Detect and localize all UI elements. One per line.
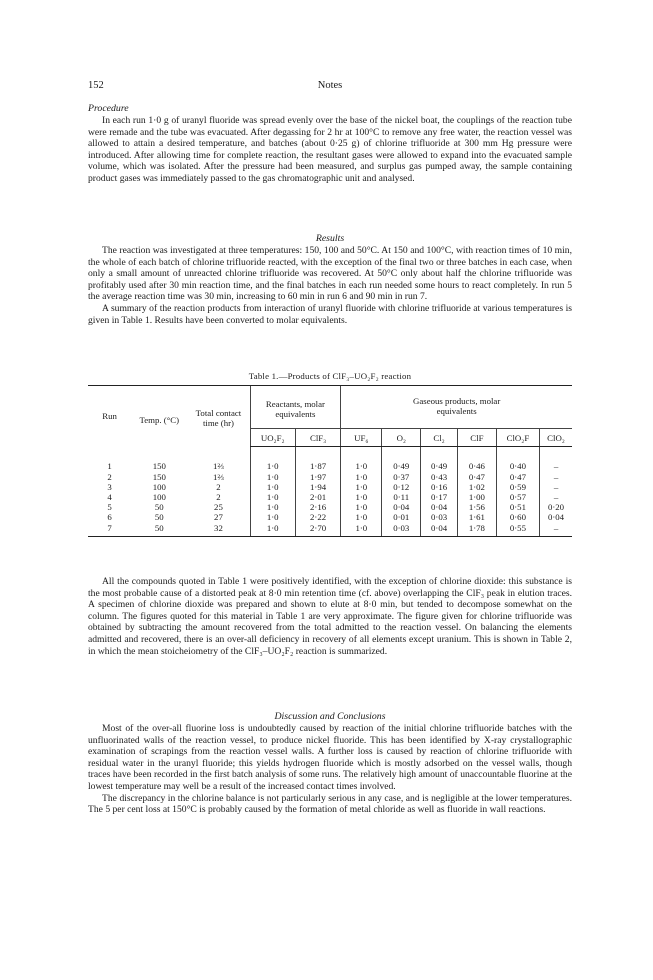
cell-clf3: 2·22	[295, 512, 340, 522]
col-header-time: Total contact time (hr)	[187, 386, 250, 447]
cell-clf: 1·78	[457, 523, 496, 537]
cell-time: 2	[216, 481, 221, 492]
cell-uf6: 1·0	[341, 492, 382, 502]
cell-cl2: 0·17	[421, 492, 458, 502]
cell-o2: 0·01	[382, 512, 421, 522]
cell-clo2: –	[540, 523, 572, 537]
col-header-o2: O₂	[382, 429, 421, 447]
cell-clo2: –	[540, 447, 572, 472]
cell-temp: 150	[152, 471, 166, 482]
page-number: 152	[88, 80, 104, 91]
table-row	[88, 492, 572, 502]
cell-run: 7	[88, 523, 131, 537]
col-header-clf: ClF	[457, 429, 496, 447]
cell-clf: 1·61	[457, 512, 496, 522]
table-row	[88, 502, 572, 512]
cell-clo2f: 0·57	[496, 492, 539, 502]
cell-run: 1	[107, 461, 112, 472]
cell-clf: 0·47	[457, 472, 496, 482]
col-header-clo2f: ClO₂F	[496, 429, 539, 447]
col-header-temp: Temp. (°C)	[131, 386, 187, 447]
cell-temp: 100	[152, 481, 166, 492]
page-header	[88, 80, 572, 94]
products-table	[88, 385, 572, 537]
cell-o2: 0·12	[382, 482, 421, 492]
cell-temp: 50	[154, 502, 164, 513]
table-row	[88, 512, 572, 522]
cell-run: 3	[107, 481, 112, 492]
discussion-paragraph-1: Most of the over-all fluorine loss is undoubtedly caused by reaction of the initial chlorine trifluoride batches with the unfluorinated walls of the reaction vessel, to produce nickel fluoride. This has been identified by X-ray crystallographic examination of scrapings from the reaction vessel walls. A further loss is caused by reaction of chlorine trifluoride with residual water in the uranyl fluoride; this yields hydrogen fluoride which is mostly adsorbed on the vessel walls, though traces have been recorded in the first batch analysis of some runs. The relatively high amount of unaccountable fluorine at the lowest temperature may well be a result of the increased contact times involved.	[88, 723, 572, 792]
cell-clf3: 1·87	[295, 447, 340, 472]
col-header-uf6: UF₆	[341, 429, 382, 447]
discussion-section	[88, 711, 572, 816]
table-row	[88, 523, 572, 537]
running-title: Notes	[317, 80, 343, 91]
cell-clo2f: 0·51	[496, 502, 539, 512]
cell-uo2f2: 1·0	[250, 512, 295, 522]
cell-run: 5	[107, 502, 112, 513]
cell-clf3: 2·01	[295, 492, 340, 502]
cell-clo2f: 0·60	[496, 512, 539, 522]
col-group-products: Gaseous products, molar equivalents	[341, 386, 572, 429]
cell-uf6: 1·0	[341, 447, 382, 472]
cell-run: 2	[107, 471, 112, 482]
cell-cl2: 0·04	[421, 502, 458, 512]
cell-temp: 50	[131, 523, 187, 537]
cell-uf6: 1·0	[341, 512, 382, 522]
results-paragraph-1: The reaction was investigated at three temperatures: 150, 100 and 50°C. At 150 and 100°C, with reaction times of 10 min, the whole of each batch of chlorine trifluoride reacted, with the exception of the final two or three batches in each case, when only a small amount of unreacted chlorine trifluoride was recovered. At 50°C only about half the chlorine trifluoride was profitably used after 30 min reaction time, and the final batches in each run needed some hours to react completely. In run 5 the average reaction time was 30 min, increasing to 60 min in run 6 and 90 min in run 7.	[88, 245, 572, 303]
cell-uf6: 1·0	[341, 472, 382, 482]
cell-time: 2	[216, 492, 221, 503]
col-header-cl2: Cl₂	[421, 429, 458, 447]
cell-uo2f2: 1·0	[250, 523, 295, 537]
cell-uo2f2: 1·0	[250, 502, 295, 512]
cell-cl2: 0·49	[421, 447, 458, 472]
after-table-section	[88, 576, 572, 657]
col-header-clo2: ClO₂	[540, 429, 572, 447]
cell-time: 32	[187, 523, 250, 537]
cell-clo2: –	[540, 472, 572, 482]
cell-clo2: 0·20	[540, 502, 572, 512]
cell-temp: 50	[154, 512, 164, 523]
after-table-paragraph: All the compounds quoted in Table 1 were positively identified, with the exception of chlorine dioxide: this substance is the most probable cause of a distorted peak at 8·0 min retention time (cf. above) overlapping the ClF₃ peak in elution traces. A specimen of chlorine dioxide was prepared and shown to elute at 8·0 min, but tended to decompose somewhat on the column. The figures quoted for this material in Table 1 are very approximate. The figure given for chlorine trifluoride was obtained by subtracting the amount recovered from the total admitted to the reaction vessel. On balancing the elements admitted and recovered, there is an over-all deficiency in recovery of all elements except uranium. This is shown in Table 2, in which the mean stoicheiometry of the ClF₃–UO₂F₂ reaction is summarized.	[88, 576, 572, 657]
cell-time: 1⅔	[212, 471, 224, 482]
cell-o2: 0·11	[382, 492, 421, 502]
cell-clf3: 1·94	[295, 482, 340, 492]
cell-uo2f2: 1·0	[250, 482, 295, 492]
table-row	[88, 447, 572, 472]
cell-clo2f: 0·55	[496, 523, 539, 537]
cell-clf3: 2·70	[295, 523, 340, 537]
cell-run: 6	[107, 512, 112, 523]
cell-cl2: 0·04	[421, 523, 458, 537]
col-header-run: Run	[88, 386, 131, 447]
cell-cl2: 0·03	[421, 512, 458, 522]
cell-o2: 0·37	[382, 472, 421, 482]
cell-o2: 0·03	[382, 523, 421, 537]
cell-time: 25	[214, 502, 223, 513]
cell-temp: 150	[152, 461, 166, 472]
procedure-heading: Procedure	[88, 103, 129, 114]
cell-run: 4	[107, 492, 112, 503]
table-body	[88, 447, 572, 536]
cell-clf3: 2·16	[295, 502, 340, 512]
table-caption: Table 1.—Products of ClF₃–UO₂F₂ reaction	[248, 371, 412, 381]
cell-cl2: 0·43	[421, 472, 458, 482]
table-row	[88, 472, 572, 482]
cell-time: 1⅔	[212, 461, 224, 472]
results-section	[88, 233, 572, 326]
cell-uf6: 1·0	[341, 482, 382, 492]
cell-o2: 0·49	[382, 447, 421, 472]
table-row	[88, 482, 572, 492]
cell-clo2: –	[540, 482, 572, 492]
col-group-reactants: Reactants, molar equivalents	[250, 386, 341, 429]
results-heading: Results	[315, 233, 345, 244]
cell-uo2f2: 1·0	[250, 472, 295, 482]
procedure-paragraph: In each run 1·0 g of uranyl fluoride was spread evenly over the base of the nickel boat, the couplings of the reaction tube were remade and the tube was evacuated. After degassing for 2 hr at 100°C to remove any free water, the reaction vessel was allowed to attain a desired temperature, and batches (about 0·25 g) of chlorine trifluoride at 300 mm Hg pressure were introduced. After allowing time for complete reaction, the resultant gases were allowed to expand into the evacuated sample volume, which was isolated. After the pressure had been measured, and surplus gas pumped away, the sample containing product gases was immediately passed to the gas chromatographic unit and analysed.	[88, 115, 572, 184]
cell-clo2f: 0·40	[496, 447, 539, 472]
cell-clf: 1·56	[457, 502, 496, 512]
cell-clo2f: 0·47	[496, 472, 539, 482]
cell-clo2: 0·04	[540, 512, 572, 522]
cell-clf: 1·02	[457, 482, 496, 492]
col-header-uo2f2: UO₂F₂	[250, 429, 295, 447]
cell-uf6: 1·0	[341, 523, 382, 537]
results-paragraph-2: A summary of the reaction products from interaction of uranyl fluoride with chlorine trifluoride at various temperatures is given in Table 1. Results have been converted to molar equivalents.	[88, 302, 572, 326]
cell-clo2f: 0·59	[496, 482, 539, 492]
discussion-heading: Discussion and Conclusions	[274, 711, 386, 722]
cell-uo2f2: 1·0	[250, 492, 295, 502]
discussion-paragraph-2: The discrepancy in the chlorine balance is not particularly serious in any case, and is negligible at the lower temperatures. The 5 per cent loss at 150°C is probably caused by the formation of metal chloride as well as fluoride in wall reactions.	[88, 792, 572, 816]
cell-uf6: 1·0	[341, 502, 382, 512]
cell-time: 27	[214, 512, 223, 523]
col-header-clf3: ClF₃	[295, 429, 340, 447]
cell-clo2: –	[540, 492, 572, 502]
cell-clf: 1·00	[457, 492, 496, 502]
cell-uo2f2: 1·0	[250, 447, 295, 472]
cell-temp: 100	[152, 492, 166, 503]
cell-clf3: 1·97	[295, 472, 340, 482]
cell-o2: 0·04	[382, 502, 421, 512]
cell-cl2: 0·16	[421, 482, 458, 492]
procedure-section	[88, 103, 572, 185]
cell-clf: 0·46	[457, 447, 496, 472]
